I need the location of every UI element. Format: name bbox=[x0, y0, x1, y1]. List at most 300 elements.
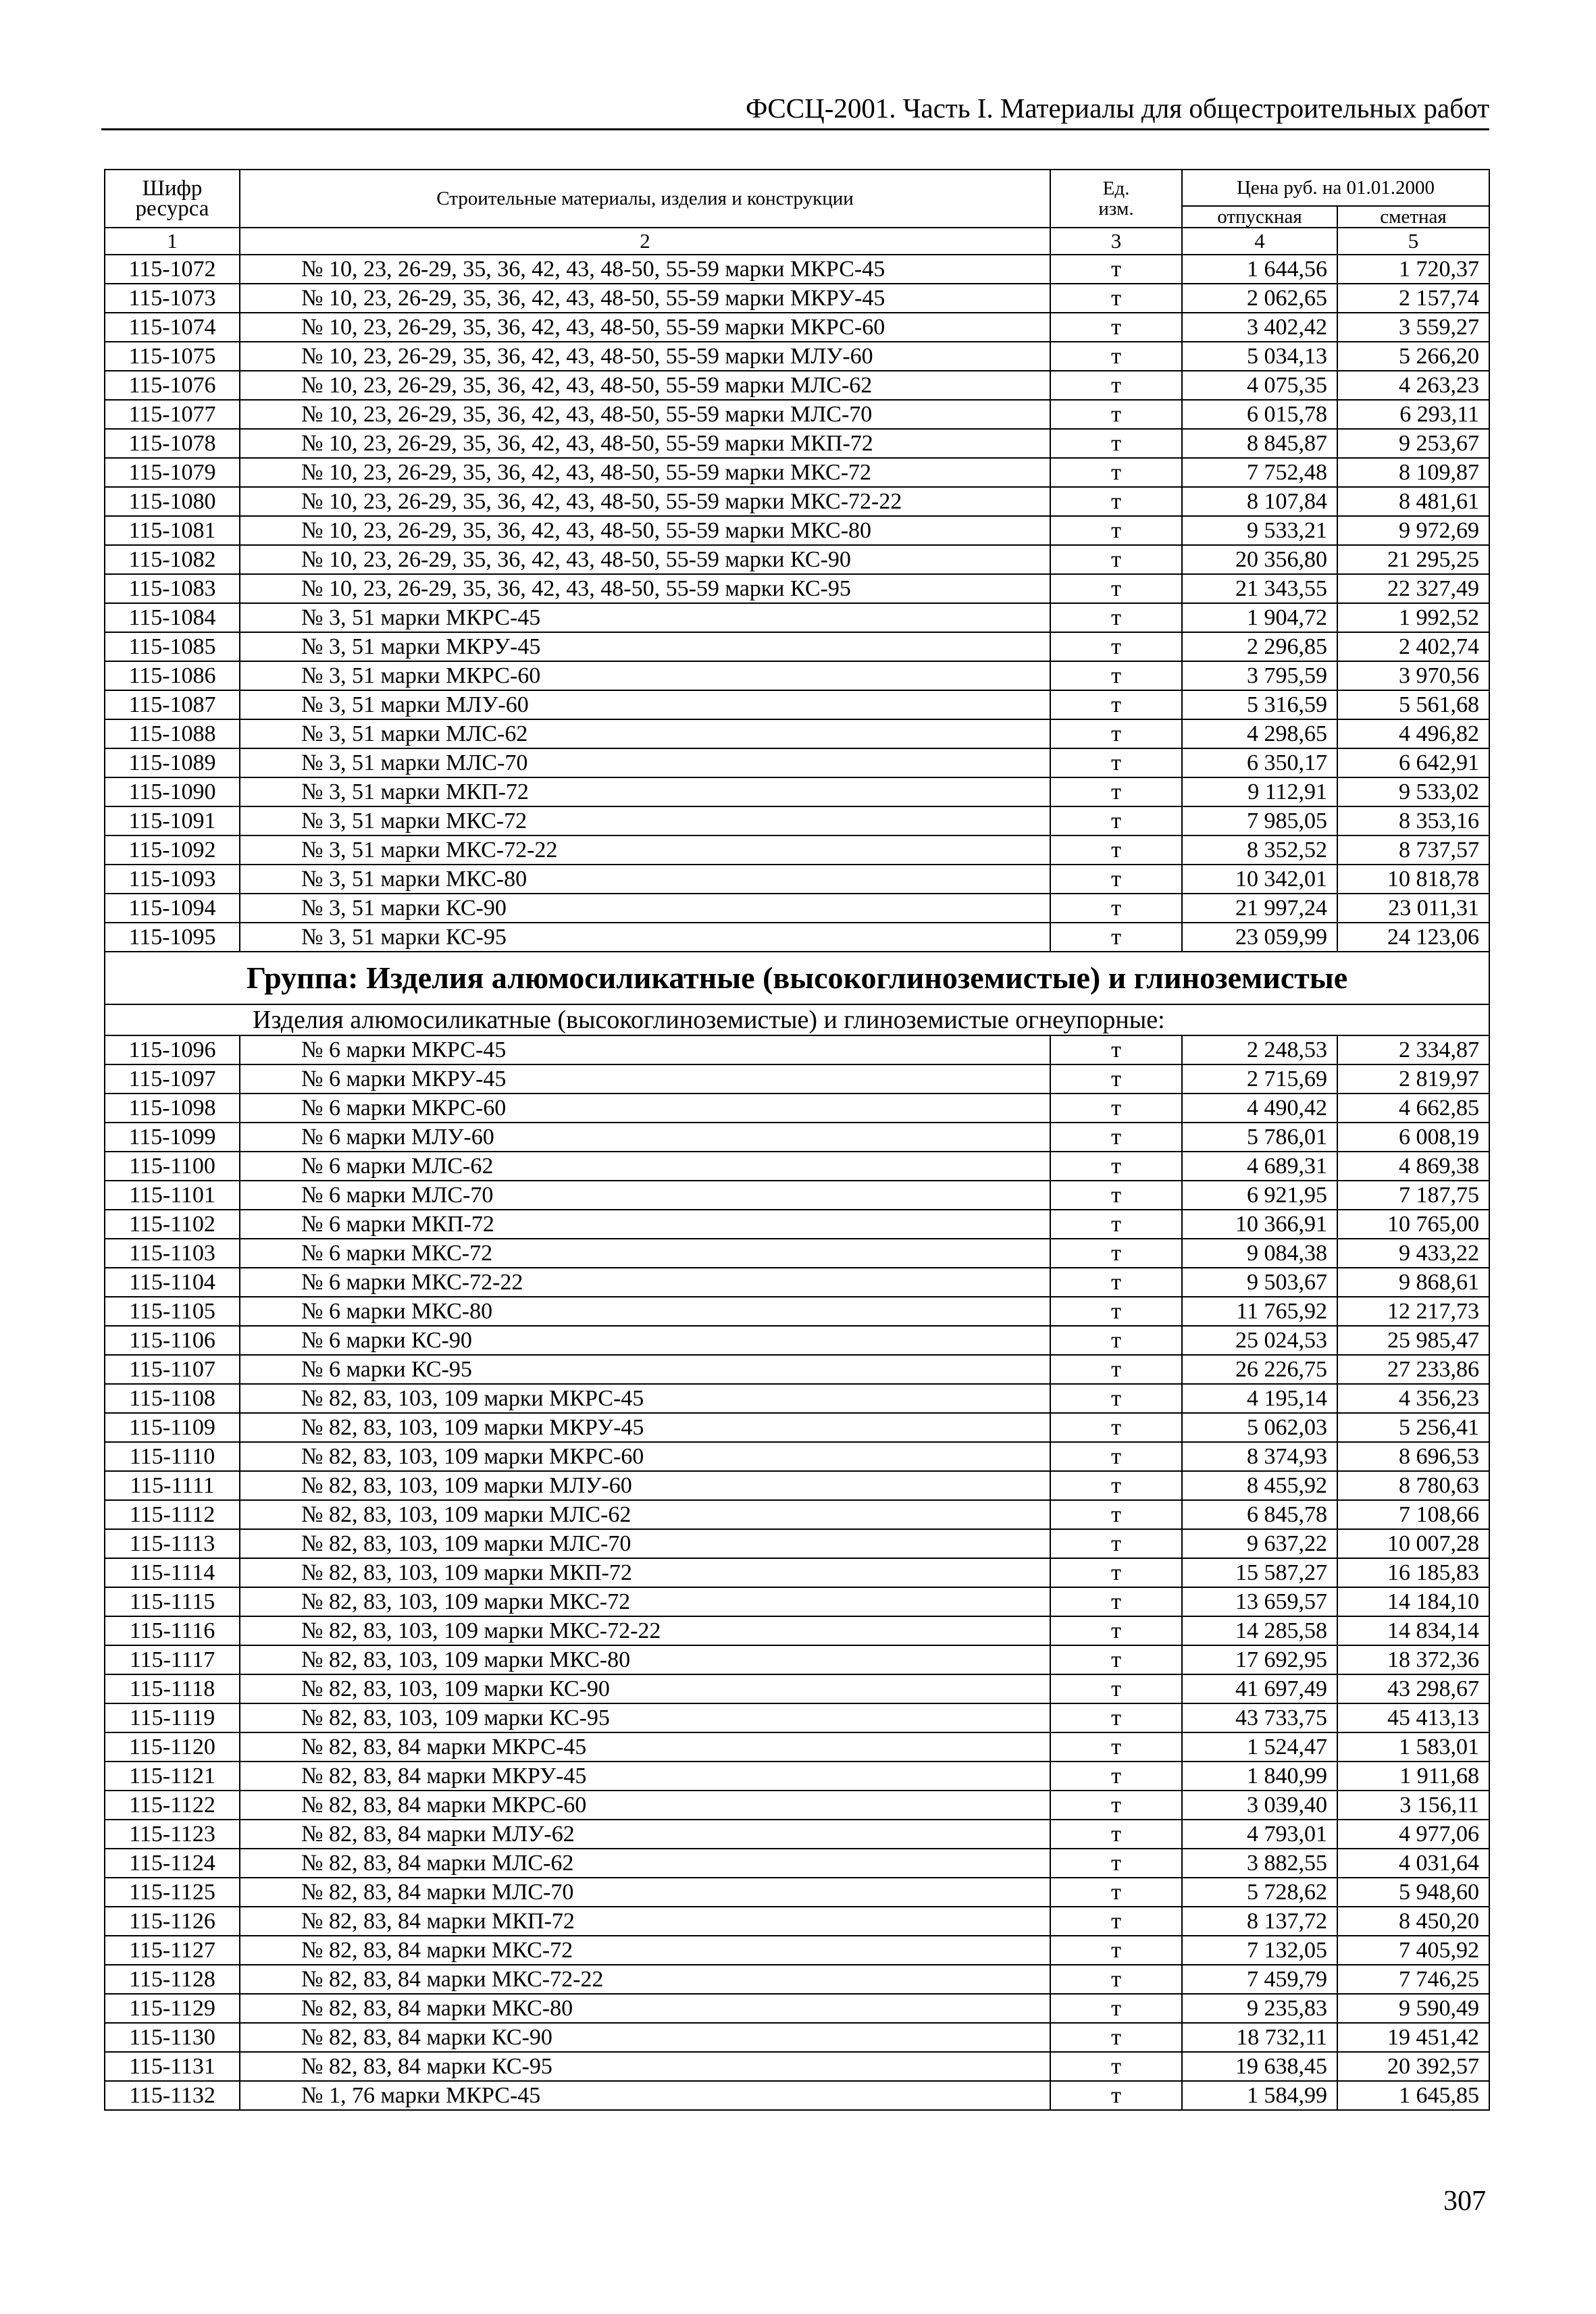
cell-name: № 82, 83, 103, 109 марки МЛС-70 bbox=[240, 1529, 1050, 1558]
cell-code: 115-1123 bbox=[105, 1820, 240, 1849]
cell-release-price: 7 985,05 bbox=[1182, 806, 1337, 835]
cell-estimate-price: 4 356,23 bbox=[1337, 1384, 1489, 1413]
table-row bbox=[105, 1558, 1489, 1587]
cell-unit: т bbox=[1050, 574, 1182, 603]
col-header-name: Строительные материалы, изделия и конструкции bbox=[240, 170, 1050, 228]
table-header bbox=[105, 170, 1489, 255]
table-row bbox=[105, 1587, 1489, 1616]
table-row bbox=[105, 1035, 1489, 1064]
cell-code: 115-1117 bbox=[105, 1645, 240, 1674]
cell-name: № 82, 83, 84 марки МКРУ-45 bbox=[240, 1762, 1050, 1791]
cell-code: 115-1112 bbox=[105, 1500, 240, 1529]
cell-code: 115-1131 bbox=[105, 2052, 240, 2081]
cell-release-price: 1 644,56 bbox=[1182, 255, 1337, 284]
cell-unit: т bbox=[1050, 1732, 1182, 1762]
cell-unit: т bbox=[1050, 1123, 1182, 1152]
cell-name: № 82, 83, 103, 109 марки МКРС-45 bbox=[240, 1384, 1050, 1413]
cell-name: № 82, 83, 84 марки МКРС-45 bbox=[240, 1732, 1050, 1762]
table-row bbox=[105, 255, 1489, 284]
cell-estimate-price: 1 992,52 bbox=[1337, 603, 1489, 632]
cell-name: № 6 марки МКРС-45 bbox=[240, 1035, 1050, 1064]
cell-name: № 10, 23, 26-29, 35, 36, 42, 43, 48-50, 55-59 марки МКС-72 bbox=[240, 458, 1050, 487]
cell-unit: т bbox=[1050, 1907, 1182, 1936]
table-row bbox=[105, 1210, 1489, 1239]
cell-name: № 6 марки МЛС-70 bbox=[240, 1181, 1050, 1210]
cell-unit: т bbox=[1050, 1239, 1182, 1268]
cell-code: 115-1125 bbox=[105, 1878, 240, 1907]
cell-code: 115-1121 bbox=[105, 1762, 240, 1791]
cell-unit: т bbox=[1050, 1471, 1182, 1500]
cell-release-price: 8 137,72 bbox=[1182, 1907, 1337, 1936]
cell-release-price: 2 248,53 bbox=[1182, 1035, 1337, 1064]
cell-code: 115-1120 bbox=[105, 1732, 240, 1762]
cell-name: № 82, 83, 103, 109 марки МКС-80 bbox=[240, 1645, 1050, 1674]
cell-code: 115-1113 bbox=[105, 1529, 240, 1558]
cell-estimate-price: 8 780,63 bbox=[1337, 1471, 1489, 1500]
cell-name: № 10, 23, 26-29, 35, 36, 42, 43, 48-50, 55-59 марки МЛУ-60 bbox=[240, 342, 1050, 371]
cell-name: № 3, 51 марки КС-95 bbox=[240, 923, 1050, 952]
cell-name: № 6 марки МКС-72-22 bbox=[240, 1268, 1050, 1297]
cell-unit: т bbox=[1050, 1703, 1182, 1732]
cell-name: № 10, 23, 26-29, 35, 36, 42, 43, 48-50, 55-59 марки МЛС-70 bbox=[240, 400, 1050, 429]
table-row bbox=[105, 342, 1489, 371]
cell-unit: т bbox=[1050, 1035, 1182, 1064]
cell-release-price: 7 752,48 bbox=[1182, 458, 1337, 487]
table-row bbox=[105, 835, 1489, 865]
cell-name: № 82, 83, 84 марки МКС-72 bbox=[240, 1936, 1050, 1965]
cell-unit: т bbox=[1050, 458, 1182, 487]
cell-name: № 6 марки КС-90 bbox=[240, 1326, 1050, 1355]
cell-unit: т bbox=[1050, 255, 1182, 284]
cell-release-price: 4 689,31 bbox=[1182, 1152, 1337, 1181]
cell-release-price: 3 882,55 bbox=[1182, 1849, 1337, 1878]
cell-code: 115-1101 bbox=[105, 1181, 240, 1210]
cell-unit: т bbox=[1050, 2023, 1182, 2052]
cell-unit: т bbox=[1050, 1762, 1182, 1791]
header-rule bbox=[101, 128, 1489, 130]
cell-estimate-price: 8 353,16 bbox=[1337, 806, 1489, 835]
cell-code: 115-1082 bbox=[105, 545, 240, 574]
cell-estimate-price: 4 662,85 bbox=[1337, 1094, 1489, 1123]
cell-release-price: 5 786,01 bbox=[1182, 1123, 1337, 1152]
cell-release-price: 9 084,38 bbox=[1182, 1239, 1337, 1268]
cell-release-price: 2 062,65 bbox=[1182, 284, 1337, 313]
cell-estimate-price: 8 109,87 bbox=[1337, 458, 1489, 487]
cell-name: № 3, 51 марки МКРУ-45 bbox=[240, 632, 1050, 661]
table-row bbox=[105, 458, 1489, 487]
cell-release-price: 5 062,03 bbox=[1182, 1413, 1337, 1442]
cell-release-price: 6 845,78 bbox=[1182, 1500, 1337, 1529]
table-row bbox=[105, 1703, 1489, 1732]
cell-unit: т bbox=[1050, 690, 1182, 719]
cell-release-price: 4 490,42 bbox=[1182, 1094, 1337, 1123]
cell-code: 115-1118 bbox=[105, 1674, 240, 1703]
cell-code: 115-1114 bbox=[105, 1558, 240, 1587]
cell-name: № 82, 83, 103, 109 марки МКС-72-22 bbox=[240, 1616, 1050, 1645]
table-row bbox=[105, 313, 1489, 342]
cell-unit: т bbox=[1050, 748, 1182, 777]
cell-estimate-price: 4 977,06 bbox=[1337, 1820, 1489, 1849]
table-row bbox=[105, 1355, 1489, 1384]
cell-name: № 82, 83, 103, 109 марки КС-95 bbox=[240, 1703, 1050, 1732]
table-row bbox=[105, 1413, 1489, 1442]
cell-release-price: 4 793,01 bbox=[1182, 1820, 1337, 1849]
cell-unit: т bbox=[1050, 1965, 1182, 1994]
table-row bbox=[105, 1384, 1489, 1413]
cell-unit: т bbox=[1050, 661, 1182, 690]
col-header-price: Цена руб. на 01.01.2000 bbox=[1182, 170, 1489, 206]
cell-estimate-price: 4 496,82 bbox=[1337, 719, 1489, 748]
cell-name: № 10, 23, 26-29, 35, 36, 42, 43, 48-50, 55-59 марки КС-90 bbox=[240, 545, 1050, 574]
cell-name: № 3, 51 марки МЛУ-60 bbox=[240, 690, 1050, 719]
table-row bbox=[105, 1181, 1489, 1210]
page-number: 307 bbox=[1443, 2186, 1486, 2217]
cell-estimate-price: 4 263,23 bbox=[1337, 371, 1489, 400]
cell-code: 115-1094 bbox=[105, 894, 240, 923]
cell-name: № 3, 51 марки МКС-80 bbox=[240, 865, 1050, 894]
table-row bbox=[105, 1965, 1489, 1994]
table-row bbox=[105, 777, 1489, 806]
cell-unit: т bbox=[1050, 313, 1182, 342]
cell-release-price: 2 715,69 bbox=[1182, 1064, 1337, 1094]
cell-release-price: 21 343,55 bbox=[1182, 574, 1337, 603]
cell-name: № 3, 51 марки МКРС-60 bbox=[240, 661, 1050, 690]
cell-code: 115-1099 bbox=[105, 1123, 240, 1152]
cell-name: № 10, 23, 26-29, 35, 36, 42, 43, 48-50, 55-59 марки МКП-72 bbox=[240, 429, 1050, 458]
cell-release-price: 8 107,84 bbox=[1182, 487, 1337, 516]
cell-release-price: 26 226,75 bbox=[1182, 1355, 1337, 1384]
col-header-code: Шифр ресурса bbox=[105, 170, 240, 228]
cell-name: № 10, 23, 26-29, 35, 36, 42, 43, 48-50, 55-59 марки МЛС-62 bbox=[240, 371, 1050, 400]
cell-release-price: 3 402,42 bbox=[1182, 313, 1337, 342]
cell-unit: т bbox=[1050, 632, 1182, 661]
cell-estimate-price: 9 868,61 bbox=[1337, 1268, 1489, 1297]
cell-release-price: 19 638,45 bbox=[1182, 2052, 1337, 2081]
cell-name: № 82, 83, 84 марки МКС-72-22 bbox=[240, 1965, 1050, 1994]
cell-name: № 1, 76 марки МКРС-45 bbox=[240, 2081, 1050, 2110]
table-row bbox=[105, 1297, 1489, 1326]
cell-unit: т bbox=[1050, 1674, 1182, 1703]
cell-release-price: 6 015,78 bbox=[1182, 400, 1337, 429]
cell-name: № 82, 83, 103, 109 марки МЛС-62 bbox=[240, 1500, 1050, 1529]
cell-estimate-price: 2 402,74 bbox=[1337, 632, 1489, 661]
cell-estimate-price: 16 185,83 bbox=[1337, 1558, 1489, 1587]
cell-name: № 10, 23, 26-29, 35, 36, 42, 43, 48-50, 55-59 марки МКС-72-22 bbox=[240, 487, 1050, 516]
cell-estimate-price: 8 696,53 bbox=[1337, 1442, 1489, 1471]
cell-code: 115-1108 bbox=[105, 1384, 240, 1413]
cell-code: 115-1115 bbox=[105, 1587, 240, 1616]
cell-release-price: 4 195,14 bbox=[1182, 1384, 1337, 1413]
table-row bbox=[105, 1936, 1489, 1965]
cell-unit: т bbox=[1050, 1936, 1182, 1965]
table-row bbox=[105, 865, 1489, 894]
cell-name: № 6 марки МКРС-60 bbox=[240, 1094, 1050, 1123]
cell-code: 115-1086 bbox=[105, 661, 240, 690]
cell-release-price: 4 075,35 bbox=[1182, 371, 1337, 400]
cell-code: 115-1096 bbox=[105, 1035, 240, 1064]
cell-unit: т bbox=[1050, 1181, 1182, 1210]
cell-code: 115-1109 bbox=[105, 1413, 240, 1442]
cell-release-price: 1 904,72 bbox=[1182, 603, 1337, 632]
cell-estimate-price: 19 451,42 bbox=[1337, 2023, 1489, 2052]
cell-code: 115-1128 bbox=[105, 1965, 240, 1994]
cell-estimate-price: 5 948,60 bbox=[1337, 1878, 1489, 1907]
cell-code: 115-1122 bbox=[105, 1791, 240, 1820]
cell-unit: т bbox=[1050, 1558, 1182, 1587]
cell-unit: т bbox=[1050, 1210, 1182, 1239]
cell-code: 115-1083 bbox=[105, 574, 240, 603]
cell-name: № 82, 83, 84 марки МЛУ-62 bbox=[240, 1820, 1050, 1849]
cell-estimate-price: 10 818,78 bbox=[1337, 865, 1489, 894]
cell-estimate-price: 45 413,13 bbox=[1337, 1703, 1489, 1732]
cell-release-price: 9 637,22 bbox=[1182, 1529, 1337, 1558]
table-row bbox=[105, 719, 1489, 748]
cell-unit: т bbox=[1050, 1616, 1182, 1645]
cell-estimate-price: 6 642,91 bbox=[1337, 748, 1489, 777]
cell-release-price: 21 997,24 bbox=[1182, 894, 1337, 923]
cell-estimate-price: 7 187,75 bbox=[1337, 1181, 1489, 1210]
cell-code: 115-1126 bbox=[105, 1907, 240, 1936]
cell-estimate-price: 20 392,57 bbox=[1337, 2052, 1489, 2081]
cell-code: 115-1090 bbox=[105, 777, 240, 806]
table-row bbox=[105, 1762, 1489, 1791]
cell-name: № 82, 83, 103, 109 марки КС-90 bbox=[240, 1674, 1050, 1703]
cell-unit: т bbox=[1050, 1442, 1182, 1471]
cell-release-price: 43 733,75 bbox=[1182, 1703, 1337, 1732]
cell-unit: т bbox=[1050, 1500, 1182, 1529]
cell-estimate-price: 9 253,67 bbox=[1337, 429, 1489, 458]
cell-release-price: 8 374,93 bbox=[1182, 1442, 1337, 1471]
cell-code: 115-1106 bbox=[105, 1326, 240, 1355]
cell-unit: т bbox=[1050, 1878, 1182, 1907]
cell-code: 115-1104 bbox=[105, 1268, 240, 1297]
cell-estimate-price: 2 157,74 bbox=[1337, 284, 1489, 313]
cell-estimate-price: 27 233,86 bbox=[1337, 1355, 1489, 1384]
cell-code: 115-1073 bbox=[105, 284, 240, 313]
table-body-a bbox=[105, 255, 1489, 952]
col-number: 4 bbox=[1182, 228, 1337, 255]
cell-unit: т bbox=[1050, 545, 1182, 574]
cell-estimate-price: 14 184,10 bbox=[1337, 1587, 1489, 1616]
cell-estimate-price: 5 266,20 bbox=[1337, 342, 1489, 371]
cell-release-price: 10 366,91 bbox=[1182, 1210, 1337, 1239]
cell-code: 115-1077 bbox=[105, 400, 240, 429]
table-row bbox=[105, 1732, 1489, 1762]
cell-name: № 82, 83, 103, 109 марки МКП-72 bbox=[240, 1558, 1050, 1587]
cell-estimate-price: 10 007,28 bbox=[1337, 1529, 1489, 1558]
cell-unit: т bbox=[1050, 2052, 1182, 2081]
cell-release-price: 10 342,01 bbox=[1182, 865, 1337, 894]
cell-code: 115-1072 bbox=[105, 255, 240, 284]
cell-code: 115-1116 bbox=[105, 1616, 240, 1645]
table-row bbox=[105, 1442, 1489, 1471]
cell-release-price: 18 732,11 bbox=[1182, 2023, 1337, 2052]
table-row bbox=[105, 1326, 1489, 1355]
cell-name: № 6 марки КС-95 bbox=[240, 1355, 1050, 1384]
cell-code: 115-1095 bbox=[105, 923, 240, 952]
cell-name: № 82, 83, 103, 109 марки МЛУ-60 bbox=[240, 1471, 1050, 1500]
cell-release-price: 7 459,79 bbox=[1182, 1965, 1337, 1994]
cell-name: № 10, 23, 26-29, 35, 36, 42, 43, 48-50, 55-59 марки МКС-80 bbox=[240, 516, 1050, 545]
cell-estimate-price: 7 405,92 bbox=[1337, 1936, 1489, 1965]
table-row bbox=[105, 806, 1489, 835]
col-number: 3 bbox=[1050, 228, 1182, 255]
cell-unit: т bbox=[1050, 1326, 1182, 1355]
table-row bbox=[105, 1674, 1489, 1703]
cell-name: № 82, 83, 84 марки КС-95 bbox=[240, 2052, 1050, 2081]
cell-name: № 10, 23, 26-29, 35, 36, 42, 43, 48-50, 55-59 марки МКРС-60 bbox=[240, 313, 1050, 342]
cell-release-price: 9 235,83 bbox=[1182, 1994, 1337, 2023]
cell-name: № 10, 23, 26-29, 35, 36, 42, 43, 48-50, 55-59 марки МКРС-45 bbox=[240, 255, 1050, 284]
cell-code: 115-1105 bbox=[105, 1297, 240, 1326]
cell-unit: т bbox=[1050, 1152, 1182, 1181]
cell-estimate-price: 3 559,27 bbox=[1337, 313, 1489, 342]
cell-estimate-price: 9 972,69 bbox=[1337, 516, 1489, 545]
cell-name: № 6 марки МЛУ-60 bbox=[240, 1123, 1050, 1152]
cell-code: 115-1087 bbox=[105, 690, 240, 719]
table-row bbox=[105, 429, 1489, 458]
table-row bbox=[105, 1820, 1489, 1849]
table-row bbox=[105, 923, 1489, 952]
cell-code: 115-1127 bbox=[105, 1936, 240, 1965]
cell-estimate-price: 3 970,56 bbox=[1337, 661, 1489, 690]
cell-unit: т bbox=[1050, 1529, 1182, 1558]
cell-code: 115-1091 bbox=[105, 806, 240, 835]
cell-estimate-price: 4 031,64 bbox=[1337, 1849, 1489, 1878]
cell-estimate-price: 10 765,00 bbox=[1337, 1210, 1489, 1239]
cell-estimate-price: 2 334,87 bbox=[1337, 1035, 1489, 1064]
cell-code: 115-1132 bbox=[105, 2081, 240, 2110]
cell-name: № 3, 51 марки МКС-72 bbox=[240, 806, 1050, 835]
cell-code: 115-1084 bbox=[105, 603, 240, 632]
cell-estimate-price: 9 590,49 bbox=[1337, 1994, 1489, 2023]
group-title: Группа: Изделия алюмосиликатные (высокоглиноземистые) и глиноземистые bbox=[105, 952, 1489, 1004]
cell-release-price: 8 845,87 bbox=[1182, 429, 1337, 458]
cell-name: № 82, 83, 84 марки МКП-72 bbox=[240, 1907, 1050, 1936]
table-row bbox=[105, 690, 1489, 719]
cell-unit: т bbox=[1050, 1413, 1182, 1442]
cell-release-price: 9 533,21 bbox=[1182, 516, 1337, 545]
cell-unit: т bbox=[1050, 1268, 1182, 1297]
cell-unit: т bbox=[1050, 865, 1182, 894]
cell-unit: т bbox=[1050, 835, 1182, 865]
cell-code: 115-1107 bbox=[105, 1355, 240, 1384]
table-row bbox=[105, 1239, 1489, 1268]
table-row bbox=[105, 2023, 1489, 2052]
cell-estimate-price: 6 008,19 bbox=[1337, 1123, 1489, 1152]
cell-release-price: 17 692,95 bbox=[1182, 1645, 1337, 1674]
group-section bbox=[105, 952, 1489, 1035]
cell-estimate-price: 8 450,20 bbox=[1337, 1907, 1489, 1936]
table-row bbox=[105, 748, 1489, 777]
table-row bbox=[105, 603, 1489, 632]
cell-code: 115-1110 bbox=[105, 1442, 240, 1471]
cell-estimate-price: 9 533,02 bbox=[1337, 777, 1489, 806]
col-header-estimate: сметная bbox=[1337, 206, 1489, 228]
cell-release-price: 13 659,57 bbox=[1182, 1587, 1337, 1616]
cell-unit: т bbox=[1050, 342, 1182, 371]
cell-release-price: 23 059,99 bbox=[1182, 923, 1337, 952]
cell-unit: т bbox=[1050, 1587, 1182, 1616]
cell-name: № 6 марки МЛС-62 bbox=[240, 1152, 1050, 1181]
cell-code: 115-1089 bbox=[105, 748, 240, 777]
cell-release-price: 8 352,52 bbox=[1182, 835, 1337, 865]
col-header-release: отпускная bbox=[1182, 206, 1337, 228]
cell-estimate-price: 1 583,01 bbox=[1337, 1732, 1489, 1762]
cell-code: 115-1124 bbox=[105, 1849, 240, 1878]
cell-release-price: 5 034,13 bbox=[1182, 342, 1337, 371]
cell-name: № 82, 83, 103, 109 марки МКРС-60 bbox=[240, 1442, 1050, 1471]
table-row bbox=[105, 661, 1489, 690]
cell-code: 115-1074 bbox=[105, 313, 240, 342]
table-row bbox=[105, 2081, 1489, 2110]
cell-unit: т bbox=[1050, 1355, 1182, 1384]
cell-code: 115-1129 bbox=[105, 1994, 240, 2023]
cell-name: № 10, 23, 26-29, 35, 36, 42, 43, 48-50, 55-59 марки МКРУ-45 bbox=[240, 284, 1050, 313]
cell-name: № 3, 51 марки МКРС-45 bbox=[240, 603, 1050, 632]
group-subtitle: Изделия алюмосиликатные (высокоглиноземистые) и глиноземистые огнеупорные: bbox=[105, 1004, 1489, 1035]
cell-code: 115-1088 bbox=[105, 719, 240, 748]
table-row bbox=[105, 632, 1489, 661]
cell-unit: т bbox=[1050, 2081, 1182, 2110]
cell-unit: т bbox=[1050, 371, 1182, 400]
cell-unit: т bbox=[1050, 603, 1182, 632]
cell-release-price: 1 840,99 bbox=[1182, 1762, 1337, 1791]
table-row bbox=[105, 1849, 1489, 1878]
cell-name: № 82, 83, 84 марки МЛС-70 bbox=[240, 1878, 1050, 1907]
table-row bbox=[105, 1907, 1489, 1936]
price-table bbox=[104, 169, 1490, 2111]
cell-unit: т bbox=[1050, 1094, 1182, 1123]
cell-name: № 10, 23, 26-29, 35, 36, 42, 43, 48-50, 55-59 марки КС-95 bbox=[240, 574, 1050, 603]
cell-unit: т bbox=[1050, 487, 1182, 516]
table-row bbox=[105, 894, 1489, 923]
cell-estimate-price: 1 911,68 bbox=[1337, 1762, 1489, 1791]
table-row bbox=[105, 1878, 1489, 1907]
table-body-b bbox=[105, 1035, 1489, 2110]
cell-unit: т bbox=[1050, 284, 1182, 313]
cell-name: № 6 марки МКРУ-45 bbox=[240, 1064, 1050, 1094]
cell-code: 115-1098 bbox=[105, 1094, 240, 1123]
cell-release-price: 2 296,85 bbox=[1182, 632, 1337, 661]
cell-unit: т bbox=[1050, 1645, 1182, 1674]
cell-release-price: 9 503,67 bbox=[1182, 1268, 1337, 1297]
table-row bbox=[105, 574, 1489, 603]
cell-code: 115-1092 bbox=[105, 835, 240, 865]
cell-release-price: 41 697,49 bbox=[1182, 1674, 1337, 1703]
cell-unit: т bbox=[1050, 516, 1182, 545]
cell-estimate-price: 22 327,49 bbox=[1337, 574, 1489, 603]
cell-name: № 6 марки МКС-80 bbox=[240, 1297, 1050, 1326]
cell-name: № 82, 83, 84 марки МЛС-62 bbox=[240, 1849, 1050, 1878]
cell-name: № 3, 51 марки КС-90 bbox=[240, 894, 1050, 923]
cell-estimate-price: 7 746,25 bbox=[1337, 1965, 1489, 1994]
cell-release-price: 14 285,58 bbox=[1182, 1616, 1337, 1645]
cell-unit: т bbox=[1050, 1297, 1182, 1326]
cell-estimate-price: 6 293,11 bbox=[1337, 400, 1489, 429]
cell-name: № 82, 83, 84 марки КС-90 bbox=[240, 2023, 1050, 2052]
cell-code: 115-1093 bbox=[105, 865, 240, 894]
cell-release-price: 25 024,53 bbox=[1182, 1326, 1337, 1355]
col-header-unit: Ед. изм. bbox=[1050, 170, 1182, 228]
cell-unit: т bbox=[1050, 1384, 1182, 1413]
cell-release-price: 1 584,99 bbox=[1182, 2081, 1337, 2110]
table-row bbox=[105, 371, 1489, 400]
cell-name: № 82, 83, 84 марки МКС-80 bbox=[240, 1994, 1050, 2023]
cell-release-price: 5 316,59 bbox=[1182, 690, 1337, 719]
cell-unit: т bbox=[1050, 1994, 1182, 2023]
cell-name: № 82, 83, 103, 109 марки МКС-72 bbox=[240, 1587, 1050, 1616]
